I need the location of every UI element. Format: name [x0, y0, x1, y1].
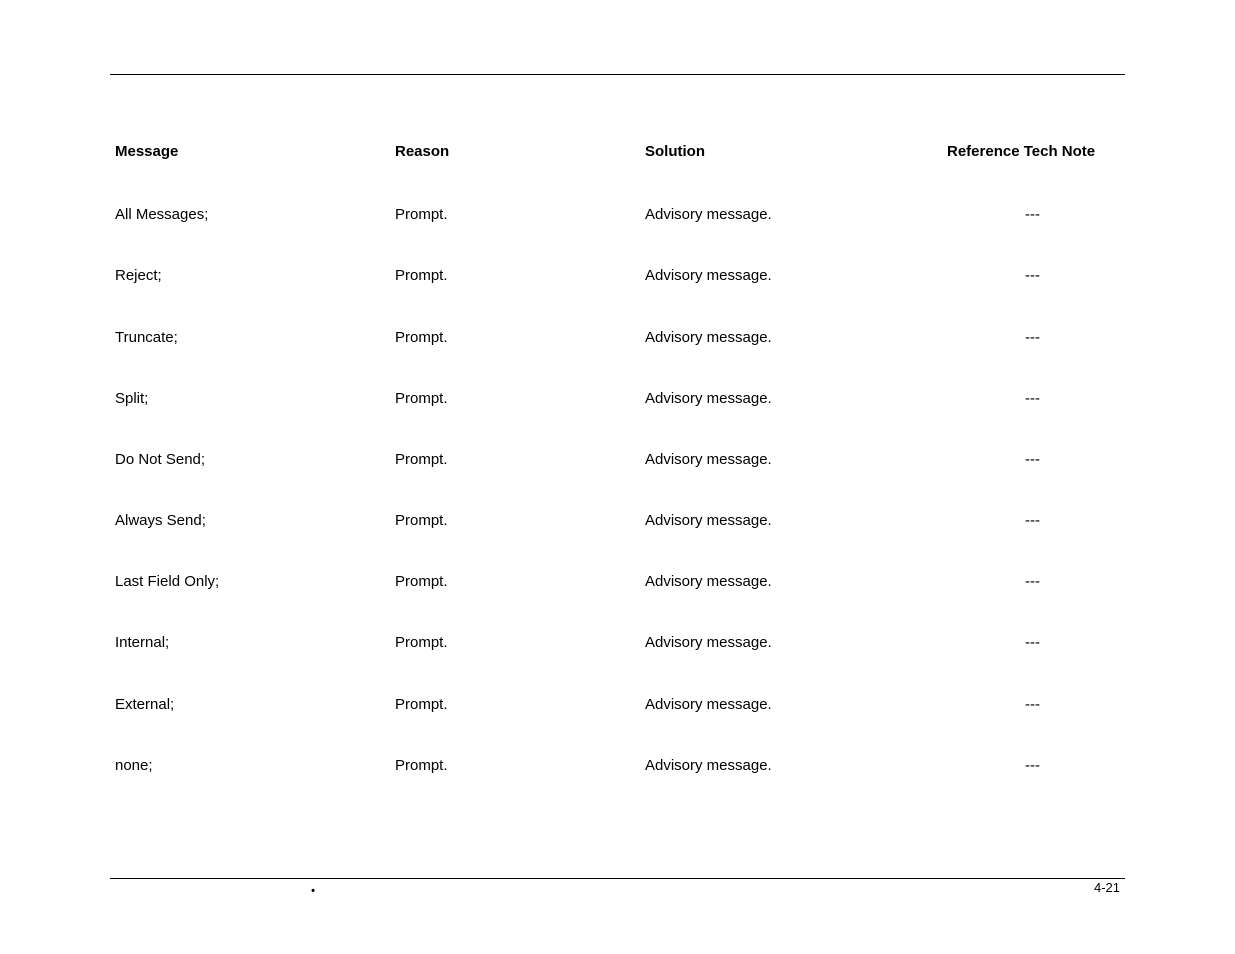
- row-reference: ---: [1025, 329, 1040, 346]
- row-reason: Prompt.: [395, 329, 448, 346]
- row-solution: Advisory message.: [645, 451, 772, 468]
- row-reason: Prompt.: [395, 206, 448, 223]
- row-message: none;: [115, 757, 153, 774]
- row-solution: Advisory message.: [645, 573, 772, 590]
- row-reference: ---: [1025, 573, 1040, 590]
- row-reason: Prompt.: [395, 512, 448, 529]
- row-reference: ---: [1025, 512, 1040, 529]
- row-message: Do Not Send;: [115, 451, 206, 468]
- row-solution: Advisory message.: [645, 206, 772, 223]
- footer-rule: [110, 878, 1125, 879]
- row-reason: Prompt.: [395, 696, 448, 713]
- row-reason: Prompt.: [395, 634, 448, 651]
- row-message: Reject;: [115, 267, 162, 284]
- footer-bullet: •: [311, 885, 315, 897]
- row-solution: Advisory message.: [645, 329, 772, 346]
- row-reason: Prompt.: [395, 267, 448, 284]
- header-reference: Reference Tech Note: [947, 143, 1096, 160]
- row-reference: ---: [1025, 206, 1040, 223]
- row-solution: Advisory message.: [645, 512, 772, 529]
- row-solution: Advisory message.: [645, 267, 772, 284]
- header-message: Message: [115, 143, 179, 160]
- row-solution: Advisory message.: [645, 634, 772, 651]
- header-solution: Solution: [645, 143, 705, 160]
- row-reason: Prompt.: [395, 757, 448, 774]
- row-message: Always Send;: [115, 512, 206, 529]
- row-reference: ---: [1025, 390, 1040, 407]
- row-reference: ---: [1025, 267, 1040, 284]
- row-reference: ---: [1025, 696, 1040, 713]
- row-reason: Prompt.: [395, 390, 448, 407]
- row-reason: Prompt.: [395, 573, 448, 590]
- row-reference: ---: [1025, 757, 1040, 774]
- row-solution: Advisory message.: [645, 757, 772, 774]
- row-reference: ---: [1025, 634, 1040, 651]
- row-message: Truncate;: [115, 329, 178, 346]
- row-reference: ---: [1025, 451, 1040, 468]
- row-message: External;: [115, 696, 175, 713]
- header-reason: Reason: [395, 143, 450, 160]
- row-reason: Prompt.: [395, 451, 448, 468]
- row-message: Split;: [115, 390, 149, 407]
- row-solution: Advisory message.: [645, 390, 772, 407]
- row-message: Last Field Only;: [115, 573, 220, 590]
- row-solution: Advisory message.: [645, 696, 772, 713]
- header-rule: [110, 74, 1125, 75]
- page-number: 4-21: [1094, 880, 1121, 895]
- row-message: All Messages;: [115, 206, 209, 223]
- row-message: Internal;: [115, 634, 170, 651]
